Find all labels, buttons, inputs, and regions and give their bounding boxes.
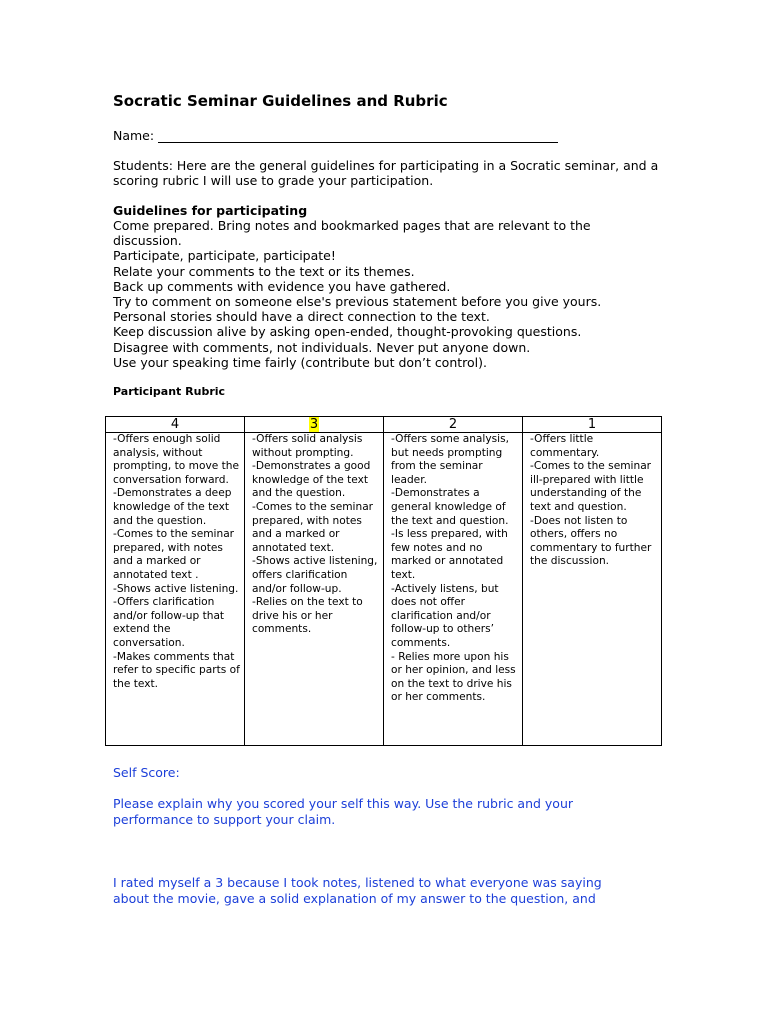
criterion-line: -Demonstrates a deep knowledge of the text and the question. (113, 487, 232, 527)
guidelines-list (113, 218, 633, 370)
guideline-item: Use your speaking time fairly (contribute but don’t control). (113, 354, 487, 370)
criterion-line: -Relies on the text to drive his or her comments. (252, 596, 363, 636)
rubric-cell-3 (245, 433, 384, 746)
rubric-score-header (245, 417, 384, 433)
guideline-item: Disagree with comments, not individuals. Never put anyone down. (113, 339, 531, 355)
guideline-item: Try to comment on someone else's previous statement before you give yours. (113, 294, 602, 310)
guidelines-heading: Guidelines for participating (113, 203, 308, 218)
rubric-criteria-row (106, 433, 662, 746)
page-title: Socratic Seminar Guidelines and Rubric (113, 92, 448, 110)
rubric-score-header (384, 417, 523, 433)
criterion-line: -Does not listen to others, offers no commentary to further the discussion. (530, 514, 652, 568)
rubric-cell-1 (523, 433, 662, 746)
rubric-cell-4 (106, 433, 245, 746)
rubric-score-header (523, 417, 662, 433)
guideline-item: Relate your comments to the text or its themes. (113, 263, 415, 279)
explain-prompt: Please explain why you scored your self this way. Use the rubric and your performance to support your claim. (113, 796, 574, 827)
rubric-header-row (106, 417, 662, 433)
rubric-score-header (106, 417, 245, 433)
guideline-item: Back up comments with evidence you have gathered. (113, 278, 451, 294)
self-score-label: Self Score: (113, 765, 180, 780)
criterion-line: -Offers little commentary. (530, 433, 600, 459)
name-label: Name: (113, 128, 155, 143)
criterion-line: -Shows active listening. (113, 582, 239, 595)
score-label: 2 (448, 417, 458, 432)
student-answer: I rated myself a 3 because I took notes, listened to what everyone was saying about the movie, gave a solid explanation of my answer to the question, and (113, 875, 602, 906)
criterion-line: -Is less prepared, with few notes and no marked or annotated text. (391, 528, 508, 581)
guideline-item: Participate, participate, participate! (113, 248, 336, 264)
criterion-line: -Demonstrates a general knowledge of the text and question. (391, 487, 509, 527)
score-label: 1 (587, 417, 597, 432)
guideline-item: Keep discussion alive by asking open-ended, thought-provoking questions. (113, 324, 582, 340)
criterion-line: -Offers some analysis, but needs prompting from the seminar leader. (391, 433, 509, 486)
score-label-highlighted: 3 (309, 417, 319, 432)
criterion-line: -Makes comments that refer to specific parts of the text. (113, 650, 240, 690)
criterion-line: -Actively listens, but does not offer clarification and/or follow-up to others’ comments. (391, 582, 499, 649)
criterion-line: -Shows active listening, offers clarification and/or follow-up. (252, 555, 378, 595)
criterion-line: - Relies more upon his or her opinion, and less on the text to drive his or her comments. (391, 650, 516, 704)
criterion-line: -Demonstrates a good knowledge of the text and the question. (252, 460, 371, 500)
criterion-line: -Comes to the seminar ill-prepared with little understanding of the text and question. (530, 460, 652, 513)
rubric-table (105, 416, 662, 746)
criterion-line: -Offers solid analysis without prompting. (252, 433, 363, 459)
name-blank-line[interactable] (158, 129, 558, 143)
rubric-cell-2 (384, 433, 523, 746)
guideline-item: Personal stories should have a direct connection to the text. (113, 309, 490, 325)
name-field-row (113, 128, 558, 143)
rubric-heading: Participant Rubric (113, 385, 226, 398)
criterion-line: -Offers clarification and/or follow-up that extend the conversation. (113, 596, 225, 649)
guideline-item: Come prepared. Bring notes and bookmarked pages that are relevant to the discussion. (113, 218, 591, 249)
score-label: 4 (170, 417, 180, 432)
criterion-line: -Comes to the seminar prepared, with notes and a marked or annotated text. (252, 500, 374, 554)
criterion-line: -Comes to the seminar prepared, with notes and a marked or annotated text . (113, 528, 235, 581)
intro-paragraph: Students: Here are the general guidelines for participating in a Socratic seminar, and a scoring rubric I will use to grade your participation. (113, 158, 659, 188)
criterion-line: -Offers enough solid analysis, without prompting, to move the conversation forward. (113, 433, 239, 486)
